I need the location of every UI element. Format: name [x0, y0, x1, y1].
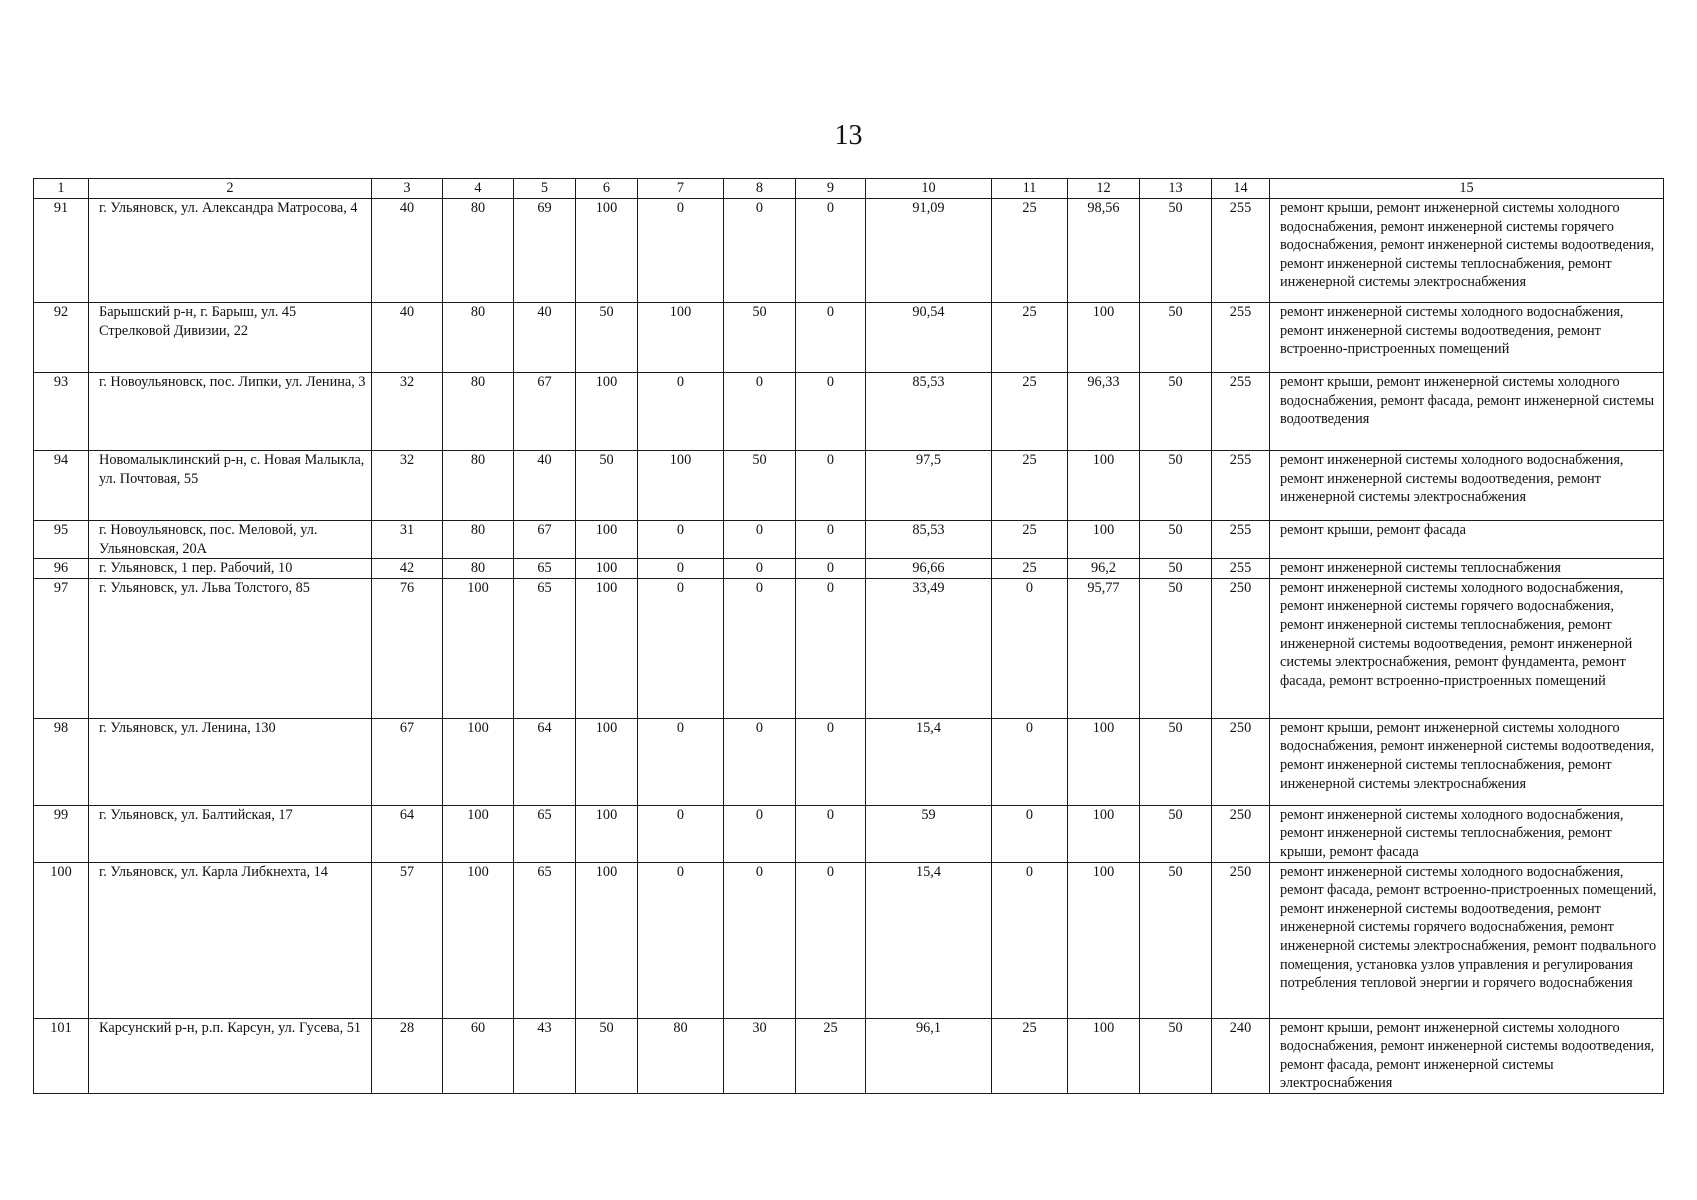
value-cell-9: 0: [796, 199, 866, 303]
value-cell-7: 0: [638, 199, 724, 303]
value-cell-9: 0: [796, 718, 866, 805]
column-header-6: 6: [576, 179, 638, 199]
value-cell-4: 80: [443, 303, 514, 373]
value-cell-12: 96,33: [1068, 373, 1140, 451]
works-list-cell: ремонт инженерной системы теплоснабжения: [1270, 559, 1664, 579]
row-number-cell: 99: [34, 805, 89, 862]
value-cell-8: 0: [724, 862, 796, 1018]
value-cell-7: 0: [638, 805, 724, 862]
table-row: [34, 521, 1664, 559]
value-cell-3: 64: [372, 805, 443, 862]
value-cell-3: 76: [372, 578, 443, 718]
value-cell-12: 100: [1068, 805, 1140, 862]
value-cell-14: 255: [1212, 559, 1270, 579]
value-cell-4: 80: [443, 521, 514, 559]
table-row: [34, 199, 1664, 303]
works-list-cell: ремонт крыши, ремонт инженерной системы холодного водоснабжения, ремонт фасада, ремонт инженерной системы водоотведения: [1270, 373, 1664, 451]
value-cell-11: 25: [992, 521, 1068, 559]
value-cell-11: 0: [992, 805, 1068, 862]
value-cell-10: 15,4: [866, 718, 992, 805]
value-cell-7: 0: [638, 373, 724, 451]
value-cell-12: 100: [1068, 521, 1140, 559]
value-cell-7: 80: [638, 1018, 724, 1093]
value-cell-6: 100: [576, 373, 638, 451]
address-cell: г. Ульяновск, ул. Льва Толстого, 85: [89, 578, 372, 718]
value-cell-12: 96,2: [1068, 559, 1140, 579]
value-cell-4: 80: [443, 451, 514, 521]
works-list-cell: ремонт инженерной системы холодного водоснабжения, ремонт фасада, ремонт встроенно-пристроенных помещений, ремонт инженерной системы водоотведения, ремонт инженерной системы горячего водоснабжения, ремонт инженерной системы электроснабжения, ремонт подвального помещения, установка узлов управления и регулирования потребления тепловой энергии и горячего водоснабжения: [1270, 862, 1664, 1018]
value-cell-5: 67: [514, 521, 576, 559]
value-cell-12: 100: [1068, 451, 1140, 521]
address-cell: г. Ульяновск, 1 пер. Рабочий, 10: [89, 559, 372, 579]
column-header-2: 2: [89, 179, 372, 199]
value-cell-3: 67: [372, 718, 443, 805]
value-cell-13: 50: [1140, 451, 1212, 521]
value-cell-13: 50: [1140, 521, 1212, 559]
column-header-8: 8: [724, 179, 796, 199]
value-cell-14: 255: [1212, 521, 1270, 559]
value-cell-8: 0: [724, 718, 796, 805]
value-cell-8: 0: [724, 559, 796, 579]
value-cell-14: 255: [1212, 199, 1270, 303]
value-cell-8: 50: [724, 303, 796, 373]
value-cell-4: 80: [443, 373, 514, 451]
value-cell-12: 100: [1068, 718, 1140, 805]
table-row: [34, 578, 1664, 718]
works-list-cell: ремонт крыши, ремонт инженерной системы холодного водоснабжения, ремонт инженерной системы горячего водоснабжения, ремонт инженерной системы водоотведения, ремонт инженерной системы теплоснабжения, ремонт инженерной системы электроснабжения: [1270, 199, 1664, 303]
value-cell-5: 40: [514, 451, 576, 521]
value-cell-3: 32: [372, 451, 443, 521]
value-cell-6: 100: [576, 805, 638, 862]
value-cell-8: 0: [724, 199, 796, 303]
value-cell-7: 0: [638, 862, 724, 1018]
value-cell-4: 60: [443, 1018, 514, 1093]
value-cell-7: 100: [638, 451, 724, 521]
value-cell-14: 240: [1212, 1018, 1270, 1093]
column-header-3: 3: [372, 179, 443, 199]
value-cell-7: 0: [638, 578, 724, 718]
value-cell-14: 250: [1212, 805, 1270, 862]
value-cell-8: 0: [724, 521, 796, 559]
works-list-cell: ремонт инженерной системы холодного водоснабжения, ремонт инженерной системы водоотведения, ремонт инженерной системы электроснабжения: [1270, 451, 1664, 521]
row-number-cell: 94: [34, 451, 89, 521]
address-cell: Карсунский р-н, р.п. Карсун, ул. Гусева, 51: [89, 1018, 372, 1093]
works-list-cell: ремонт крыши, ремонт инженерной системы холодного водоснабжения, ремонт инженерной системы водоотведения, ремонт фасада, ремонт инженерной системы электроснабжения: [1270, 1018, 1664, 1093]
value-cell-3: 40: [372, 199, 443, 303]
row-number-cell: 97: [34, 578, 89, 718]
value-cell-13: 50: [1140, 718, 1212, 805]
value-cell-6: 100: [576, 578, 638, 718]
value-cell-7: 0: [638, 718, 724, 805]
value-cell-14: 250: [1212, 862, 1270, 1018]
value-cell-14: 255: [1212, 451, 1270, 521]
address-cell: г. Новоульяновск, пос. Меловой, ул. Ульяновская, 20А: [89, 521, 372, 559]
value-cell-7: 100: [638, 303, 724, 373]
table-row: [34, 1018, 1664, 1093]
value-cell-13: 50: [1140, 805, 1212, 862]
value-cell-4: 80: [443, 559, 514, 579]
value-cell-8: 0: [724, 578, 796, 718]
value-cell-9: 0: [796, 373, 866, 451]
table-body: [34, 199, 1664, 1094]
value-cell-11: 25: [992, 199, 1068, 303]
value-cell-11: 0: [992, 718, 1068, 805]
value-cell-10: 97,5: [866, 451, 992, 521]
table-row: [34, 718, 1664, 805]
value-cell-6: 50: [576, 1018, 638, 1093]
value-cell-6: 100: [576, 199, 638, 303]
value-cell-7: 0: [638, 521, 724, 559]
value-cell-13: 50: [1140, 578, 1212, 718]
value-cell-8: 30: [724, 1018, 796, 1093]
value-cell-13: 50: [1140, 862, 1212, 1018]
value-cell-12: 95,77: [1068, 578, 1140, 718]
address-cell: г. Ульяновск, ул. Александра Матросова, 4: [89, 199, 372, 303]
column-header-1: 1: [34, 179, 89, 199]
column-header-9: 9: [796, 179, 866, 199]
value-cell-11: 0: [992, 578, 1068, 718]
value-cell-5: 43: [514, 1018, 576, 1093]
value-cell-14: 255: [1212, 303, 1270, 373]
value-cell-5: 64: [514, 718, 576, 805]
row-number-cell: 101: [34, 1018, 89, 1093]
row-number-cell: 95: [34, 521, 89, 559]
value-cell-5: 65: [514, 805, 576, 862]
value-cell-8: 0: [724, 373, 796, 451]
value-cell-10: 15,4: [866, 862, 992, 1018]
value-cell-3: 42: [372, 559, 443, 579]
table-row: [34, 451, 1664, 521]
row-number-cell: 92: [34, 303, 89, 373]
column-header-4: 4: [443, 179, 514, 199]
value-cell-4: 100: [443, 718, 514, 805]
table-row: [34, 805, 1664, 862]
value-cell-6: 100: [576, 718, 638, 805]
value-cell-5: 65: [514, 578, 576, 718]
column-header-13: 13: [1140, 179, 1212, 199]
table-row: [34, 303, 1664, 373]
value-cell-13: 50: [1140, 1018, 1212, 1093]
column-header-10: 10: [866, 179, 992, 199]
value-cell-11: 25: [992, 451, 1068, 521]
value-cell-9: 0: [796, 521, 866, 559]
value-cell-5: 65: [514, 559, 576, 579]
value-cell-6: 100: [576, 521, 638, 559]
value-cell-7: 0: [638, 559, 724, 579]
value-cell-4: 100: [443, 805, 514, 862]
value-cell-10: 85,53: [866, 373, 992, 451]
value-cell-8: 50: [724, 451, 796, 521]
value-cell-3: 31: [372, 521, 443, 559]
works-list-cell: ремонт инженерной системы холодного водоснабжения, ремонт инженерной системы теплоснабжения, ремонт крыши, ремонт фасада: [1270, 805, 1664, 862]
value-cell-11: 25: [992, 559, 1068, 579]
value-cell-12: 100: [1068, 303, 1140, 373]
table-row: [34, 559, 1664, 579]
column-header-5: 5: [514, 179, 576, 199]
value-cell-14: 250: [1212, 578, 1270, 718]
row-number-cell: 100: [34, 862, 89, 1018]
value-cell-9: 0: [796, 578, 866, 718]
value-cell-5: 65: [514, 862, 576, 1018]
works-list-cell: ремонт крыши, ремонт фасада: [1270, 521, 1664, 559]
value-cell-3: 40: [372, 303, 443, 373]
value-cell-14: 255: [1212, 373, 1270, 451]
value-cell-13: 50: [1140, 373, 1212, 451]
row-number-cell: 98: [34, 718, 89, 805]
value-cell-10: 33,49: [866, 578, 992, 718]
value-cell-5: 40: [514, 303, 576, 373]
column-number-header-row: [34, 179, 1664, 199]
works-list-cell: ремонт крыши, ремонт инженерной системы холодного водоснабжения, ремонт инженерной системы водоотведения, ремонт инженерной системы теплоснабжения, ремонт инженерной системы электроснабжения: [1270, 718, 1664, 805]
value-cell-11: 25: [992, 373, 1068, 451]
works-list-cell: ремонт инженерной системы холодного водоснабжения, ремонт инженерной системы горячего водоснабжения, ремонт инженерной системы теплоснабжения, ремонт инженерной системы водоотведения, ремонт инженерной системы электроснабжения, ремонт фундамента, ремонт фасада, ремонт встроенно-пристроенных помещений: [1270, 578, 1664, 718]
value-cell-10: 91,09: [866, 199, 992, 303]
address-cell: Барышский р-н, г. Барыш, ул. 45 Стрелковой Дивизии, 22: [89, 303, 372, 373]
value-cell-3: 57: [372, 862, 443, 1018]
value-cell-6: 50: [576, 451, 638, 521]
column-header-7: 7: [638, 179, 724, 199]
value-cell-10: 96,1: [866, 1018, 992, 1093]
value-cell-11: 25: [992, 1018, 1068, 1093]
value-cell-14: 250: [1212, 718, 1270, 805]
value-cell-8: 0: [724, 805, 796, 862]
address-cell: г. Ульяновск, ул. Ленина, 130: [89, 718, 372, 805]
address-cell: Новомалыклинский р-н, с. Новая Малыкла, ул. Почтовая, 55: [89, 451, 372, 521]
value-cell-11: 0: [992, 862, 1068, 1018]
value-cell-3: 28: [372, 1018, 443, 1093]
value-cell-13: 50: [1140, 303, 1212, 373]
value-cell-10: 85,53: [866, 521, 992, 559]
value-cell-9: 0: [796, 862, 866, 1018]
table-row: [34, 373, 1664, 451]
address-cell: г. Новоульяновск, пос. Липки, ул. Ленина, 3: [89, 373, 372, 451]
value-cell-12: 98,56: [1068, 199, 1140, 303]
page-number: 13: [834, 120, 863, 151]
column-header-14: 14: [1212, 179, 1270, 199]
address-cell: г. Ульяновск, ул. Балтийская, 17: [89, 805, 372, 862]
table-row: [34, 862, 1664, 1018]
column-header-15: 15: [1270, 179, 1664, 199]
value-cell-10: 96,66: [866, 559, 992, 579]
value-cell-4: 80: [443, 199, 514, 303]
value-cell-3: 32: [372, 373, 443, 451]
value-cell-10: 90,54: [866, 303, 992, 373]
value-cell-12: 100: [1068, 862, 1140, 1018]
value-cell-12: 100: [1068, 1018, 1140, 1093]
column-header-12: 12: [1068, 179, 1140, 199]
value-cell-9: 0: [796, 303, 866, 373]
value-cell-9: 0: [796, 559, 866, 579]
value-cell-6: 100: [576, 862, 638, 1018]
value-cell-10: 59: [866, 805, 992, 862]
value-cell-6: 50: [576, 303, 638, 373]
value-cell-9: 0: [796, 805, 866, 862]
works-list-cell: ремонт инженерной системы холодного водоснабжения, ремонт инженерной системы водоотведения, ремонт встроенно-пристроенных помещений: [1270, 303, 1664, 373]
value-cell-9: 25: [796, 1018, 866, 1093]
row-number-cell: 93: [34, 373, 89, 451]
address-cell: г. Ульяновск, ул. Карла Либкнехта, 14: [89, 862, 372, 1018]
column-header-11: 11: [992, 179, 1068, 199]
value-cell-4: 100: [443, 862, 514, 1018]
value-cell-5: 67: [514, 373, 576, 451]
value-cell-9: 0: [796, 451, 866, 521]
row-number-cell: 91: [34, 199, 89, 303]
value-cell-5: 69: [514, 199, 576, 303]
value-cell-6: 100: [576, 559, 638, 579]
value-cell-11: 25: [992, 303, 1068, 373]
value-cell-13: 50: [1140, 199, 1212, 303]
value-cell-13: 50: [1140, 559, 1212, 579]
row-number-cell: 96: [34, 559, 89, 579]
repair-program-table: [33, 178, 1664, 1094]
value-cell-4: 100: [443, 578, 514, 718]
